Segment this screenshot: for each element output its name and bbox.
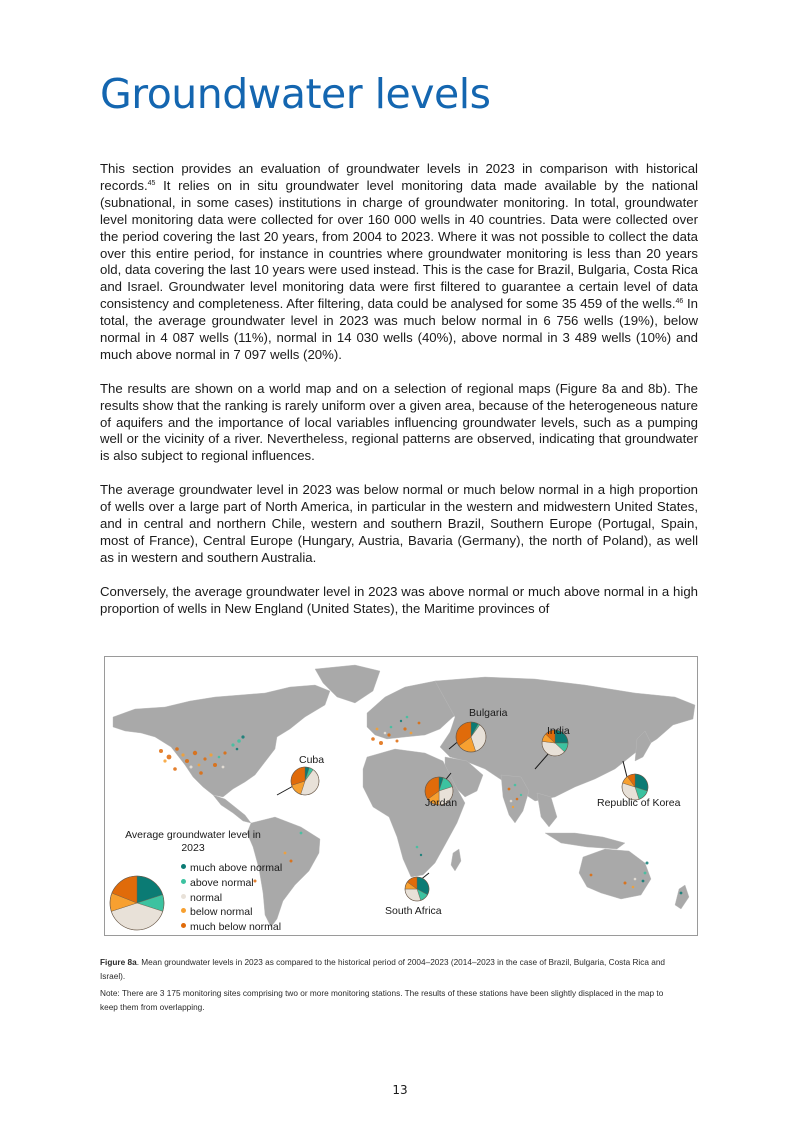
paragraph-1-part-c: In total, the average groundwater level in 2023 was much below normal in 6 756 wells (19%), below normal in 4 087 wells (11%), normal in 14 030 wells (40%), above normal in 3 489 wells (10%) and much above normal in 7 097 wells (20%). xyxy=(100,296,698,362)
dot-icon xyxy=(181,908,186,913)
dot-icon xyxy=(181,864,186,869)
legend-item-much-below-normal xyxy=(181,920,282,935)
paragraph-1 xyxy=(100,161,698,364)
dot-icon xyxy=(181,894,186,899)
page-title: Groundwater levels xyxy=(100,70,491,118)
label-south-africa: South Africa xyxy=(385,905,442,917)
caption-main xyxy=(100,956,676,983)
world-map-figure xyxy=(104,656,698,936)
legend-title: Average groundwater level in 2023 xyxy=(125,829,261,854)
legend-items xyxy=(181,861,282,935)
legend-label: below normal xyxy=(190,906,253,919)
paragraph-1-part-b: It relies on in situ groundwater level monitoring data made available by the national (subnational, in some cases) institutions in charge of groundwater monitoring. In total, groundwater level monitoring data were collected for over 160 000 wells in 40 countries. Data were collected over the period covering the last 20 years, from 2004 to 2023. Where it was not possible to collect the data over this entire period, for instance in countries where groundwater monitoring is less than 20 years old, data covering the last 10 years were used instead. This is the case for Brazil, Bulgaria, Costa Rica and Israel. Groundwater level monitoring data were first filtered to guarantee a certain level of data consistency and completeness. After filtering, data could be analysed for some 35 459 of the wells. xyxy=(100,177,698,312)
pie-cuba xyxy=(291,767,319,795)
label-bulgaria: Bulgaria xyxy=(469,707,508,719)
caption-note: Note: There are 3 175 monitoring sites comprising two or more monitoring stations. The results of these stations have been slightly displaced in the map to keep them from overlapping. xyxy=(100,988,664,1012)
page-number: 13 xyxy=(392,1083,408,1097)
label-republic-of-korea: Republic of Korea xyxy=(597,797,681,809)
label-india: India xyxy=(547,725,570,737)
pie-south-africa xyxy=(405,877,429,901)
caption-text: . Mean groundwater levels in 2023 as compared to the historical period of 2004–2023 (2014–2023 in the case of Brazil, Bulgaria, Costa Rica and Israel). xyxy=(100,957,666,981)
label-cuba: Cuba xyxy=(299,754,325,766)
dot-icon xyxy=(181,879,186,884)
legend-label: above normal xyxy=(190,876,254,889)
legend-label: much below normal xyxy=(190,921,282,934)
map-legend xyxy=(111,829,291,933)
legend-item-above-normal xyxy=(181,876,282,891)
pie-bulgaria xyxy=(456,722,486,752)
paragraph-1-part-a: This section provides an evaluation of groundwater levels in 2023 in comparison with historical records. xyxy=(100,161,698,193)
dot-icon xyxy=(181,923,186,928)
paragraph-4: Conversely, the average groundwater level in 2023 was above normal or much above normal in a high proportion of wells in New England (United States), the Maritime provinces of xyxy=(100,583,698,616)
label-jordan: Jordan xyxy=(425,797,458,809)
footnote-ref-45[interactable]: 45 xyxy=(147,179,156,187)
footnote-ref-46[interactable]: 46 xyxy=(675,298,684,306)
figure-caption xyxy=(100,956,676,1018)
caption-label: Figure 8a xyxy=(100,957,137,967)
paragraph-3: The average groundwater level in 2023 was below normal or much below normal in a high proportion of wells over a large part of North America, in particular in the western and midwestern United States, and in central and northern Chile, western and southern Brazil, Southern Europe (Portugal, Spain, most of France), Central Europe (Hungary, Austria, Bavaria (Germany), the north of Poland), as well as in western and southern Australia. xyxy=(100,482,698,565)
legend-label: much above normal xyxy=(190,862,283,874)
legend-item-normal xyxy=(181,891,282,906)
legend-item-much-above-normal xyxy=(181,861,282,876)
legend-item-below-normal xyxy=(181,905,282,920)
paragraph-2: The results are shown on a world map and on a selection of regional maps (Figure 8a and 8b). The results show that the ranking is rarely uniform over a given area, because of the heterogeneous nature of aquifers and the importance of local variables influencing groundwater levels, such as a pumping well or the vicinity of a river. Nevertheless, regional patterns are observed, indicating that groundwater is also subject to regional influences. xyxy=(100,380,698,464)
legend-label: normal xyxy=(190,891,223,904)
body-text xyxy=(100,161,698,634)
